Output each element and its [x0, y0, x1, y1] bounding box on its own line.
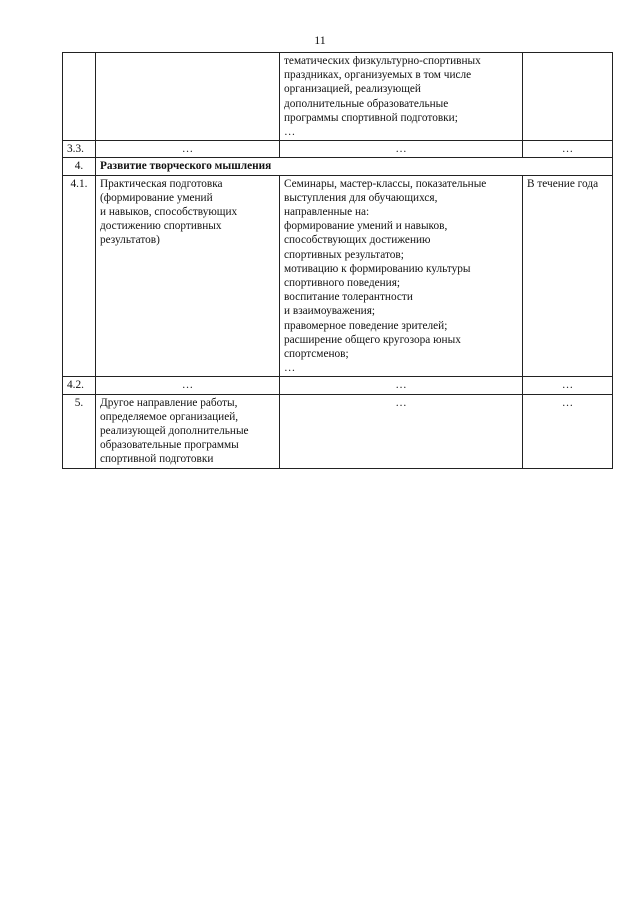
text-line: спортивных результатов; — [284, 248, 404, 261]
table-row-continuation — [63, 53, 613, 141]
cell-num: 4.1. — [63, 175, 96, 377]
text-line: определяемое организацией, — [100, 410, 239, 423]
cell-activities: … — [280, 141, 523, 158]
table-row-4-2 — [63, 377, 613, 394]
cell-num: 4. — [63, 158, 96, 175]
text-line: … — [284, 362, 296, 375]
text-line: (формирование умений — [100, 191, 213, 204]
cell-direction: … — [96, 141, 280, 158]
cell-num: 4.2. — [63, 377, 96, 394]
text-line: и взаимоуважения; — [284, 305, 376, 318]
text-line: мотивацию к формированию культуры — [284, 262, 471, 275]
cell-activities: … — [280, 394, 523, 468]
table-row-4 — [63, 158, 613, 175]
cell-timing: … — [523, 377, 613, 394]
table-row-4-1 — [63, 175, 613, 377]
text-line: и навыков, способствующих — [100, 206, 238, 219]
text-line: воспитание толерантности — [284, 291, 413, 304]
table-row-5 — [63, 394, 613, 468]
text-line: образовательные программы — [100, 439, 239, 452]
cell-direction — [96, 175, 280, 377]
text-line: тематических физкультурно-спортивных — [284, 55, 481, 67]
cell-direction — [96, 394, 280, 468]
section-title: Развитие творческого мышления — [96, 158, 613, 175]
page-number: 11 — [314, 33, 326, 47]
cell-num: 3.3. — [63, 141, 96, 158]
text-line: спортивной подготовки — [100, 453, 214, 466]
text-line: дополнительные образовательные — [284, 97, 449, 110]
text-line: Другое направление работы, — [100, 396, 238, 409]
text-line: результатов) — [100, 234, 160, 247]
cell-activities — [280, 175, 523, 377]
text-line: реализующей дополнительные — [100, 425, 249, 438]
text-line: спортивного поведения; — [284, 277, 401, 290]
cell-timing: … — [523, 141, 613, 158]
text-line: спортсменов; — [284, 348, 349, 361]
text-line: … — [284, 126, 296, 139]
text-line: программы спортивной подготовки; — [284, 111, 458, 124]
table-row-3-3 — [63, 141, 613, 158]
cell-timing: … — [523, 394, 613, 468]
cell-direction — [96, 53, 280, 141]
text-line: формирование умений и навыков, — [284, 220, 448, 233]
text-line: праздниках, организуемых в том числе — [284, 69, 472, 82]
cell-direction: … — [96, 377, 280, 394]
cell-activities — [280, 53, 523, 141]
cell-num: 5. — [63, 394, 96, 468]
cell-timing: В течение года — [523, 175, 613, 377]
text-line: Практическая подготовка — [100, 177, 223, 190]
text-line: достижению спортивных — [100, 220, 222, 233]
text-line: способствующих достижению — [284, 234, 431, 247]
plan-table — [62, 52, 613, 469]
text-line: Семинары, мастер-классы, показательные — [284, 177, 487, 190]
cell-activities: … — [280, 377, 523, 394]
text-line: расширение общего кругозора юных — [284, 333, 461, 346]
text-line: организацией, реализующей — [284, 83, 421, 96]
text-line: направленные на: — [284, 206, 370, 219]
text-line: правомерное поведение зрителей; — [284, 319, 448, 332]
text-line: выступления для обучающихся, — [284, 191, 438, 204]
cell-timing — [523, 53, 613, 141]
cell-num — [63, 53, 96, 141]
